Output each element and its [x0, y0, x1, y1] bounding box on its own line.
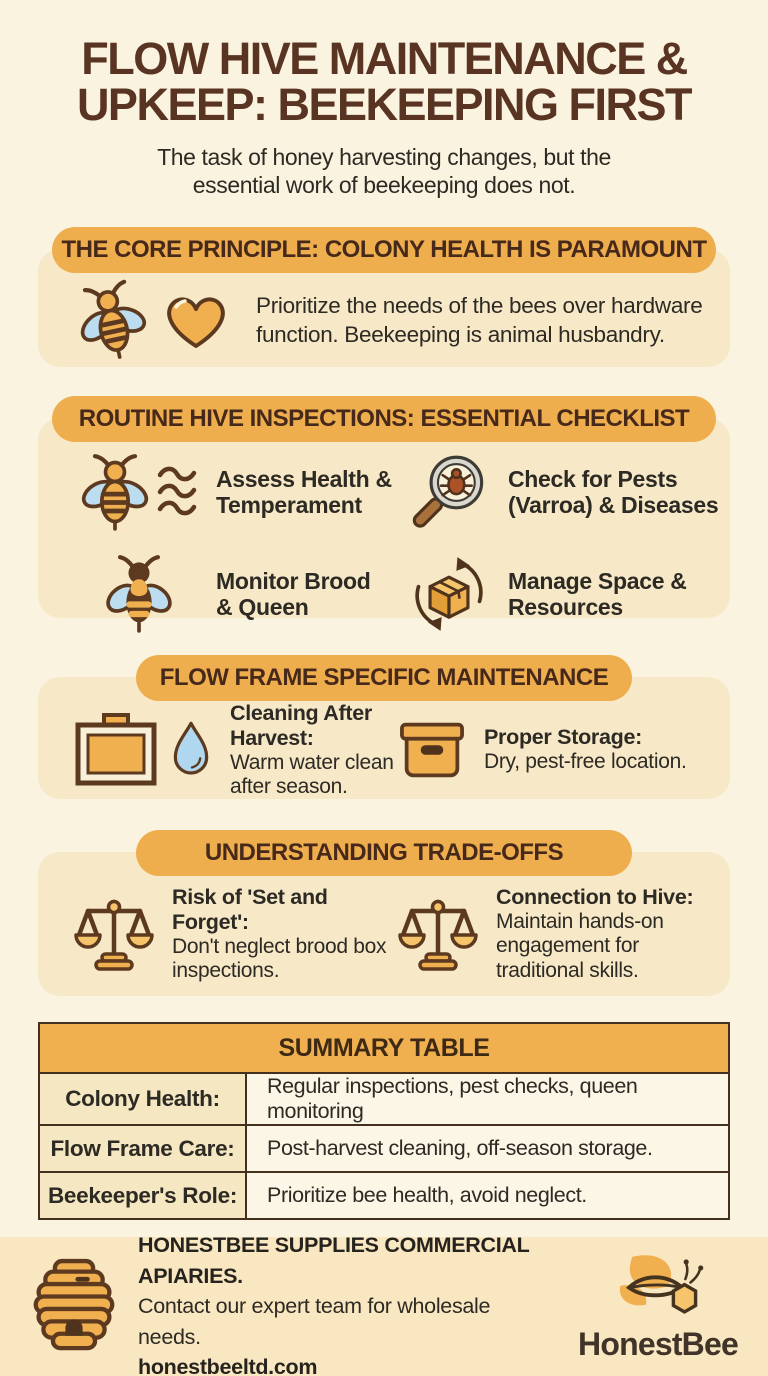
table-row-value: Prioritize bee health, avoid neglect.	[246, 1172, 729, 1219]
list-item-manage-space	[406, 554, 730, 634]
list-item-monitor-brood	[78, 554, 406, 634]
list-item-set-and-forget	[72, 872, 396, 996]
list-item-check-pests	[406, 452, 730, 532]
list-item-title: Cleaning After Harvest:	[230, 700, 372, 750]
list-item-connection	[396, 872, 720, 996]
header	[0, 33, 768, 199]
bee-icon	[79, 452, 151, 532]
waves-icon	[155, 463, 199, 521]
core-principle-text: Prioritize the needs of the bees over hardware function. Beekeeping is animal husbandry.	[256, 293, 703, 347]
list-item-label: Assess Health & Temperament	[216, 465, 392, 518]
list-item-title: Proper Storage:	[484, 725, 642, 750]
list-item-text	[172, 885, 396, 984]
box-cycle-icon	[406, 554, 492, 634]
summary-table-title: SUMMARY TABLE	[39, 1023, 729, 1073]
list-item-storage	[396, 701, 720, 799]
list-item-body: Maintain hands-on engagement for traditional skills.	[496, 909, 664, 982]
page-title	[0, 33, 768, 131]
page-title-line2: UPKEEP: BEEKEEPING FIRST	[76, 79, 692, 131]
summary-table	[38, 1022, 730, 1220]
list-item-label: Check for Pests (Varroa) & Diseases	[508, 465, 719, 518]
list-item-cleaning	[72, 701, 396, 799]
section-trade-offs	[38, 830, 730, 996]
page-title-line1: FLOW HIVE MAINTENANCE &	[81, 33, 687, 84]
hive-frame-and-water-drop-icon	[72, 712, 214, 788]
list-item-body: Dry, pest-free location.	[484, 750, 687, 774]
brand-block	[578, 1250, 738, 1363]
card-inspections	[38, 418, 730, 618]
bee-waves-icon	[78, 452, 200, 532]
honestbee-logo-icon	[594, 1250, 722, 1332]
hive-frame-icon	[72, 712, 160, 788]
footer-headline: HONESTBEE SUPPLIES COMMERCIAL APIARIES.	[138, 1233, 530, 1288]
section-core-principle	[38, 227, 730, 367]
bee-icon	[68, 274, 155, 367]
table-row	[39, 1073, 729, 1125]
magnifier-mite-icon	[406, 452, 492, 532]
list-item-assess-health	[78, 452, 406, 532]
footer-website: honestbeeltd.com	[138, 1355, 318, 1376]
table-row-label: Flow Frame Care:	[39, 1125, 246, 1172]
footer-subline: Contact our expert team for wholesale needs.	[138, 1294, 491, 1349]
queen-bee-icon	[78, 554, 200, 634]
section-inspections	[38, 396, 730, 618]
page-subtitle: The task of honey harvesting changes, but the essential work of beekeeping does not.	[157, 143, 611, 198]
list-item-label: Monitor Brood & Queen	[216, 567, 371, 620]
balance-scale-icon	[72, 892, 156, 976]
list-item-title: Connection to Hive:	[496, 884, 694, 909]
list-item-text	[230, 701, 396, 800]
brand-name: HonestBee	[578, 1326, 738, 1362]
footer-text	[138, 1230, 558, 1376]
core-principle-icons	[76, 281, 256, 361]
section-heading-trade-offs: UNDERSTANDING TRADE-OFFS	[136, 830, 632, 876]
section-heading-flow-frame: FLOW FRAME SPECIFIC MAINTENANCE	[136, 655, 632, 701]
beehive-skep-icon	[30, 1256, 118, 1358]
table-row-value: Post-harvest cleaning, off-season storage.	[246, 1125, 729, 1172]
table-row-label: Colony Health:	[39, 1073, 246, 1125]
list-item-body: Warm water clean after season.	[230, 750, 394, 798]
footer	[0, 1233, 768, 1376]
list-item-body: Don't neglect brood box inspections.	[172, 934, 387, 982]
table-row	[39, 1125, 729, 1172]
list-item-text	[484, 725, 714, 774]
list-item-title: Risk of 'Set and Forget':	[172, 884, 328, 934]
table-row	[39, 1172, 729, 1219]
list-item-label: Manage Space & Resources	[508, 567, 687, 620]
balance-scale-icon	[396, 892, 480, 976]
section-heading-inspections: ROUTINE HIVE INSPECTIONS: ESSENTIAL CHECKLIST	[52, 396, 716, 442]
heart-icon	[162, 290, 230, 352]
table-row-value: Regular inspections, pest checks, queen monitoring	[246, 1073, 729, 1125]
section-heading-core-principle: THE CORE PRINCIPLE: COLONY HEALTH IS PARAMOUNT	[52, 227, 716, 273]
table-row-label: Beekeeper's Role:	[39, 1172, 246, 1219]
section-flow-frame	[38, 655, 730, 799]
list-item-text	[496, 885, 696, 983]
water-drop-icon	[168, 719, 214, 781]
storage-box-icon	[396, 719, 468, 781]
